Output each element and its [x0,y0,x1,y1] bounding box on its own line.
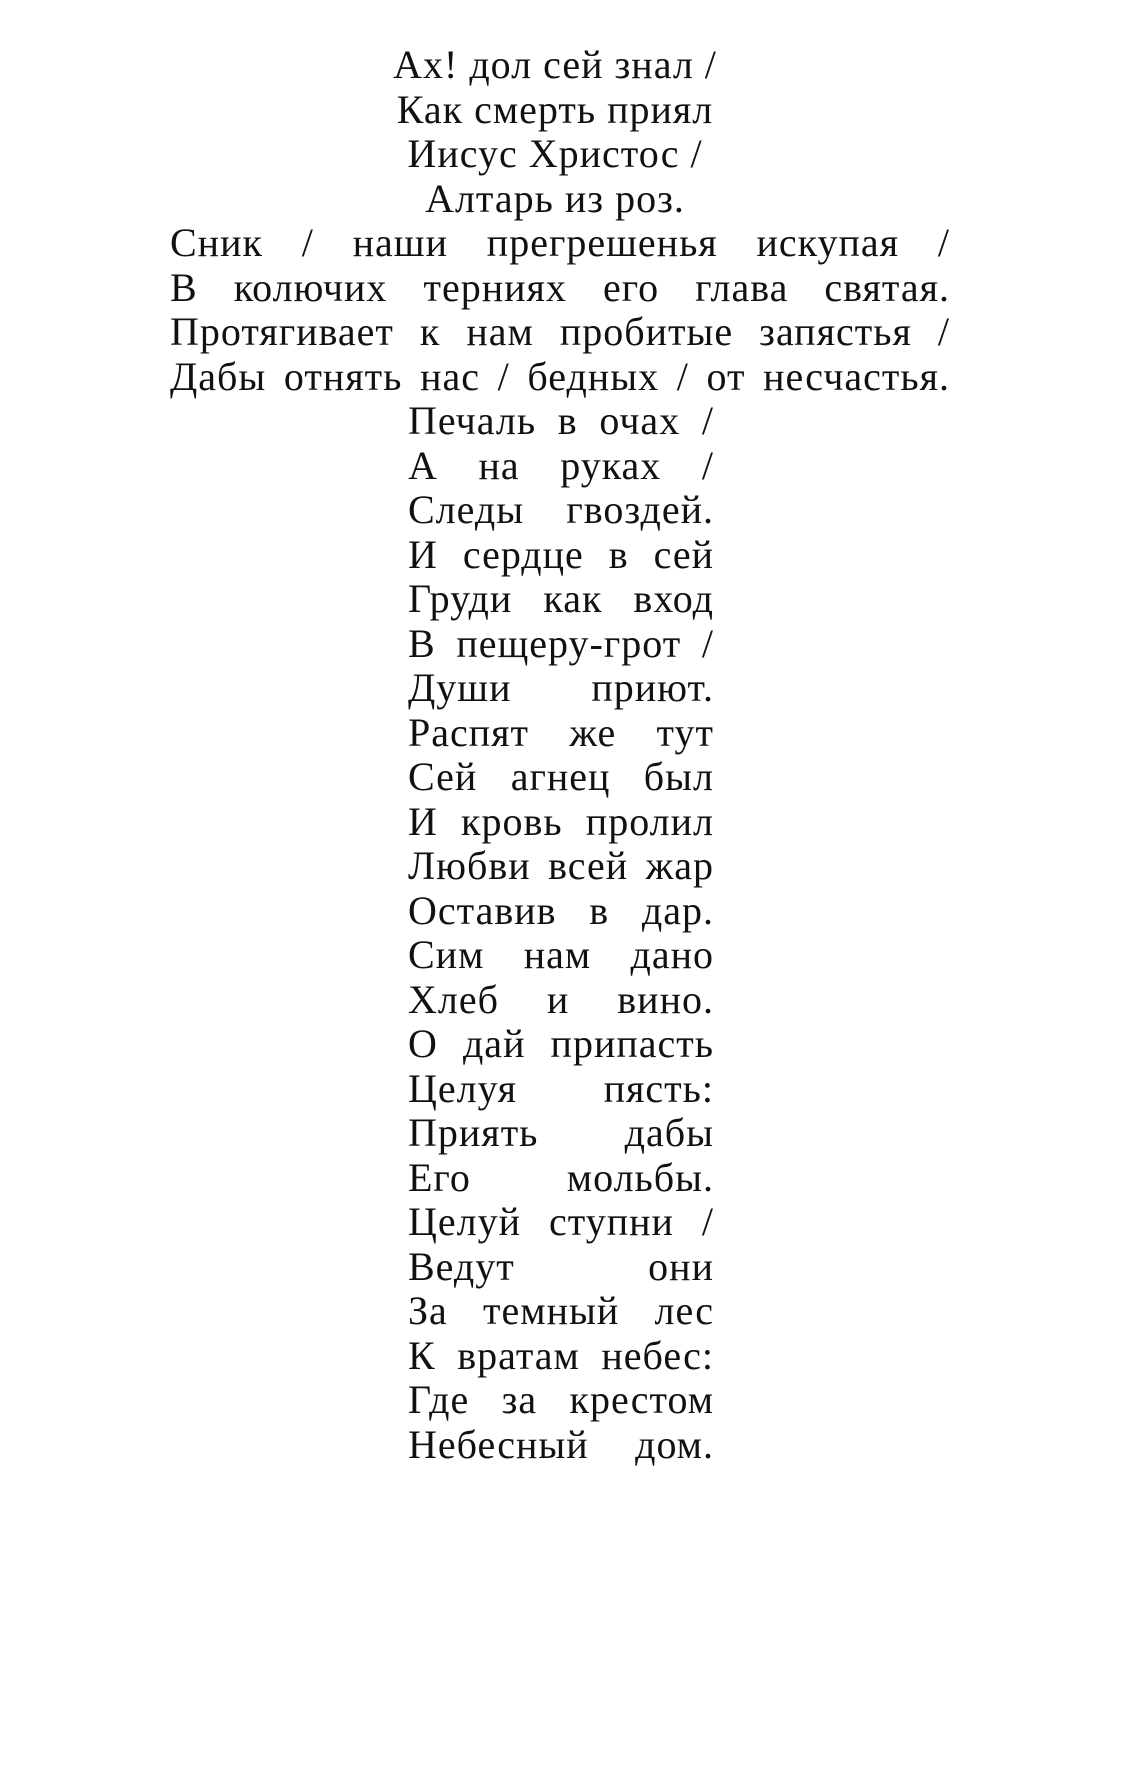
poem-line-narrow: За темный лес [408,1288,714,1333]
poem-line-narrow: Сей агнец был [408,754,714,799]
poem-line-narrow: А на руках / [408,442,714,488]
poem-line-wide: Сник / наши прегрешенья искупая / [170,220,950,265]
poem-line-top: Как смерть приял [396,86,714,132]
poem-line-narrow: Небесный дом. [408,1421,714,1467]
poem-line-narrow: К вратам небес: [408,1332,714,1378]
poem-line-narrow: Целуя пясть: [408,1065,714,1111]
poem-line-wide: Дабы отнять нас / бедных / от несчастья. [170,353,950,399]
poem-line-narrow: В пещеру-грот / [408,620,714,666]
poem-line-narrow: И кровь пролил [408,798,714,844]
poem-line-top: Ах! дол сей знал / [393,42,717,87]
poem-line-top: Алтарь из роз. [425,175,685,221]
poem-line-narrow: Ведут они [408,1243,714,1289]
poem-line-wide: Протягивает к нам пробитые запястья / [170,309,950,354]
poem-line-narrow: Приять дабы [408,1110,714,1155]
poem-line-top: Иисус Христос / [407,131,703,176]
poem-line-narrow: И сердце в сей [408,531,714,577]
poem-line-narrow: Оставив в дар. [408,887,714,933]
poem-line-narrow: Печаль в очах / [408,398,714,443]
poem-line-narrow: Его мольбы. [408,1154,714,1200]
poem-line-narrow: Где за крестом [408,1377,714,1422]
poem-line-narrow: Души приют. [408,665,714,710]
poem-line-wide: В колючих терниях его глава святая. [170,264,950,310]
poem-line-narrow: Любви всей жар [408,843,714,888]
poem-line-narrow: Следы гвоздей. [408,487,714,532]
poem-line-narrow: Распят же тут [408,709,714,755]
poem-line-narrow: Груди как вход [408,576,714,621]
poem-line-narrow: Сим нам дано [408,932,714,977]
poem-line-narrow: Хлеб и вино. [408,976,714,1022]
poem-line-narrow: О дай припасть [408,1021,714,1066]
poem-line-narrow: Целуй ступни / [408,1199,714,1244]
